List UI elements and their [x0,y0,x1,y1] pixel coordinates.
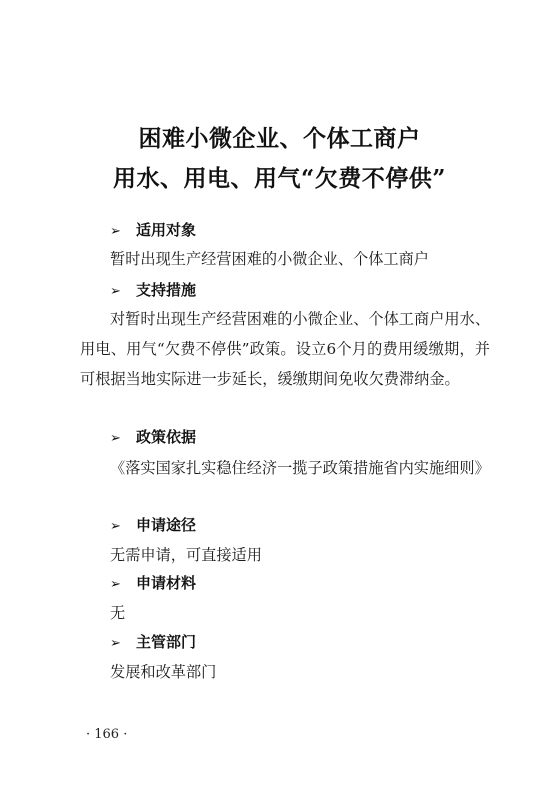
section-heading-materials [110,572,196,594]
arrow-bullet-icon: ➢ [110,636,121,651]
section-heading-target [110,219,196,241]
title-line-2: 用水、用电、用气“欠费不停供” [113,165,446,192]
arrow-bullet-icon: ➢ [110,431,121,446]
section-heading-label: 政策依据 [136,428,197,446]
section-heading-basis [110,426,196,448]
section-body-materials: 无 [110,604,126,622]
section-heading-label: 适用对象 [136,221,197,239]
page-number: · 166 · [86,727,128,742]
section-body-measures: 对暂时出现生产经营困难的小微企业、个体工商户用水、用电、用气“欠费不停供”政策。设立6个月的费用缓缴期，并可根据当地实际进一步延长，缓缴期间免收欠费滞纳金。 [80,310,490,388]
section-body-basis: 《落实国家扎实稳住经济一揽子政策措施省内实施细则》 [110,459,490,477]
section-body-target: 暂时出现生产经营困难的小微企业、个体工商户 [110,250,429,268]
section-heading-measures [110,279,196,301]
arrow-bullet-icon: ➢ [110,284,121,299]
arrow-bullet-icon: ➢ [110,577,121,592]
section-heading-label: 申请途径 [136,516,197,534]
section-heading-department [110,631,196,653]
arrow-bullet-icon: ➢ [110,224,121,239]
section-heading-label: 主管部门 [136,633,197,651]
arrow-bullet-icon: ➢ [110,519,121,534]
section-heading-label: 申请材料 [136,574,197,592]
section-heading-channel [110,514,196,536]
title-line-1: 困难小微企业、个体工商户 [138,125,421,152]
section-body-channel: 无需申请，可直接适用 [110,546,262,564]
section-body-department: 发展和改革部门 [110,663,217,681]
section-heading-label: 支持措施 [136,281,197,299]
